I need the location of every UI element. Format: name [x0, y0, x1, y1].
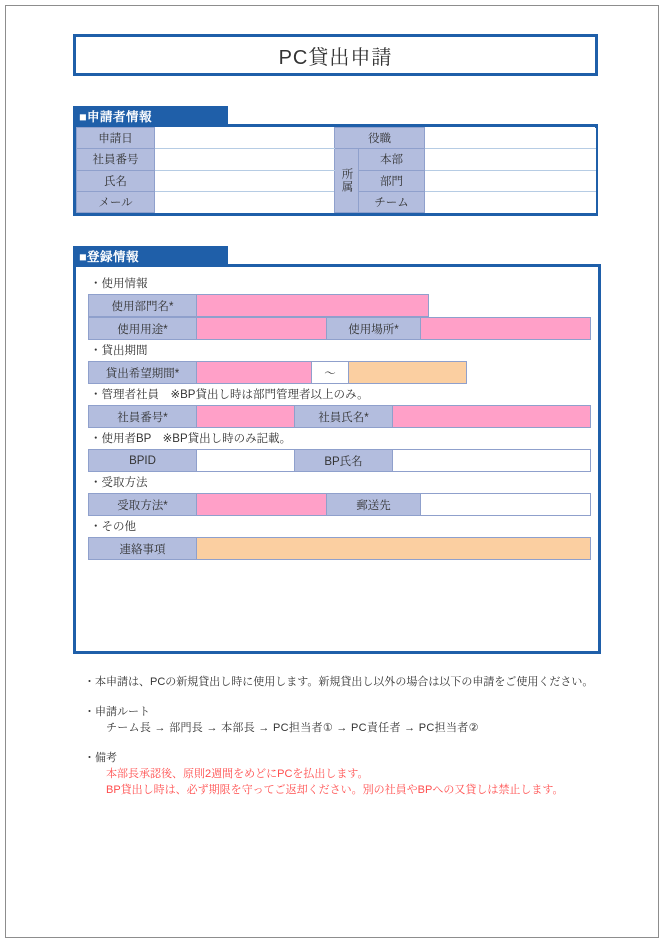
note-route-value: チーム長 → 部門長 → 本部長 → PC担当者① → PC責任者 → PC担当者② [106, 722, 479, 734]
section-banner-registration: ■登録情報 [73, 246, 228, 265]
label-manager-employee-number: 社員番号* [89, 406, 197, 428]
note-remarks-line-2: BP貸出し時は、必ず期限を守ってご返却ください。別の社員やBPへの又貸しは禁止します。 [106, 784, 564, 796]
field-team[interactable] [425, 191, 596, 212]
note-remarks-heading: ・備考 [84, 752, 117, 764]
label-usage-place: 使用場所* [327, 318, 421, 340]
field-loan-start-date[interactable] [197, 362, 312, 384]
label-application-date: 申請日 [77, 128, 155, 149]
registration-info-panel [73, 264, 601, 654]
label-period-separator: ～ [312, 362, 349, 384]
field-department[interactable] [425, 170, 596, 191]
form-title-box [73, 34, 598, 76]
field-manager-employee-name[interactable] [393, 406, 591, 428]
other-notes-row [88, 537, 591, 560]
label-position: 役職 [335, 128, 425, 149]
page-sheet [5, 5, 659, 938]
subheading-loan-period: ・貸出期間 [90, 345, 148, 357]
note-remarks-line-1: 本部長承認後、原則2週間をめどにPCを払出します。 [106, 768, 369, 780]
label-affiliation-text: 所属 [340, 168, 353, 194]
field-bpid[interactable] [197, 450, 295, 472]
subheading-usage-info: ・使用情報 [90, 278, 148, 290]
note-route-block [84, 704, 624, 736]
label-receipt-method: 受取方法* [89, 494, 197, 516]
usage-purpose-row [88, 317, 591, 340]
label-contact-notes: 連絡事項 [89, 538, 197, 560]
field-headquarters[interactable] [425, 149, 596, 170]
field-usage-department[interactable] [197, 295, 429, 317]
label-name: 氏名 [77, 170, 155, 191]
field-usage-purpose[interactable] [197, 318, 327, 340]
spacer [467, 362, 591, 384]
table-row [89, 450, 591, 472]
label-mailing-address: 郵送先 [327, 494, 421, 516]
section-banner-applicant: ■申請者情報 [73, 106, 228, 125]
label-bp-name: BP氏名 [295, 450, 393, 472]
subheading-receipt-method: ・受取方法 [90, 477, 148, 489]
label-team: チーム [359, 191, 425, 212]
footer-notes [84, 674, 624, 812]
field-loan-end-date[interactable] [349, 362, 467, 384]
label-mail: メール [77, 191, 155, 212]
label-department: 部門 [359, 170, 425, 191]
label-affiliation [335, 149, 359, 213]
field-employee-number[interactable] [155, 149, 335, 170]
label-headquarters: 本部 [359, 149, 425, 170]
subheading-bp-user: ・使用者BP ※BP貸出し時のみ記載。 [90, 433, 292, 445]
field-bp-name[interactable] [393, 450, 591, 472]
field-application-date[interactable] [155, 128, 335, 149]
label-usage-purpose: 使用用途* [89, 318, 197, 340]
field-name[interactable] [155, 170, 335, 191]
applicant-info-table [73, 124, 598, 216]
manager-row [88, 405, 591, 428]
field-position[interactable] [425, 128, 596, 149]
table-row [89, 295, 591, 317]
label-loan-period: 貸出希望期間* [89, 362, 197, 384]
table-row [89, 494, 591, 516]
loan-period-row [88, 361, 591, 384]
table-row [89, 362, 591, 384]
field-receipt-method[interactable] [197, 494, 327, 516]
table-row [77, 128, 596, 149]
receipt-row [88, 493, 591, 516]
note-route-heading: ・申請ルート [84, 706, 150, 718]
field-usage-place[interactable] [421, 318, 591, 340]
table-row [89, 538, 591, 560]
field-mail[interactable] [155, 191, 335, 212]
page-title: PC貸出申請 [278, 46, 393, 69]
label-bpid: BPID [89, 450, 197, 472]
field-manager-employee-number[interactable] [197, 406, 295, 428]
table-row [89, 406, 591, 428]
note-purpose: ・本申請は、PCの新規貸出し時に使用します。新規貸出し以外の場合は以下の申請をご使用ください。 [84, 676, 594, 688]
spacer [429, 295, 591, 317]
table-row [77, 149, 596, 170]
field-contact-notes[interactable] [197, 538, 591, 560]
label-usage-department: 使用部門名* [89, 295, 197, 317]
bp-user-row [88, 449, 591, 472]
usage-dept-row [88, 294, 591, 317]
table-row [89, 318, 591, 340]
subheading-manager-employee: ・管理者社員 ※BP貸出し時は部門管理者以上のみ。 [90, 389, 369, 401]
subheading-other: ・その他 [90, 521, 136, 533]
label-employee-number: 社員番号 [77, 149, 155, 170]
applicant-grid [76, 127, 596, 213]
note-remarks-block [84, 750, 624, 798]
label-manager-employee-name: 社員氏名* [295, 406, 393, 428]
field-mailing-address[interactable] [421, 494, 591, 516]
